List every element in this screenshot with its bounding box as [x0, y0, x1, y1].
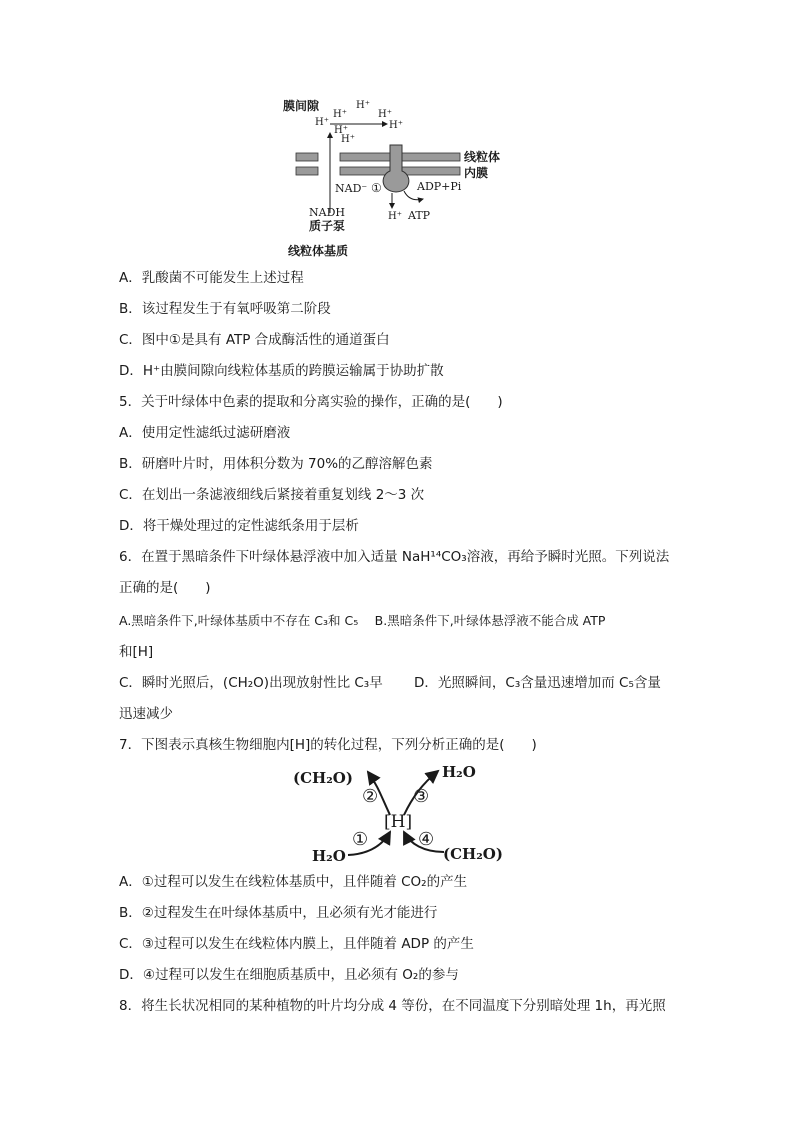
- hydrogen-conversion-figure: [290, 760, 510, 868]
- q4-option-b: B．该过程发生于有氧呼吸第二阶段: [119, 301, 331, 317]
- q6-options-ab-line1: A.黑暗条件下,叶绿体基质中不存在 C₃和 C₅ B.黑暗条件下,叶绿体悬浮液不能合成 ATP: [119, 613, 606, 628]
- proton-label: H⁺: [333, 109, 347, 120]
- proton-label: H⁺: [315, 117, 329, 128]
- q4-option-d: D．H⁺由膜间隙向线粒体基质的跨膜运输属于协助扩散: [119, 363, 444, 379]
- proton-label: H⁺: [389, 120, 403, 131]
- proton-label: H⁺: [378, 109, 392, 120]
- q4-option-a: A．乳酸菌不可能发生上述过程: [119, 270, 304, 286]
- q6-options-cd-line1: C．瞬时光照后，(CH₂O)出现放射性比 C₃早 D．光照瞬间，C₃含量迅速增加而 C₅含量: [119, 675, 661, 691]
- inner-membrane-label-2: 内膜: [464, 166, 489, 180]
- inner-membrane-label-1: 线粒体: [464, 150, 501, 164]
- q7-option-a: A．①过程可以发生在线粒体基质中，且伴随着 CO₂的产生: [119, 874, 468, 890]
- pump-label: 质子泵: [309, 219, 346, 233]
- q6-stem-line1: 6．在置于黑暗条件下叶绿体悬浮液中加入适量 NaH¹⁴CO₃溶液，再给予瞬时光照。下列说法: [119, 549, 670, 565]
- h2o-bottom-label: H₂O: [312, 847, 346, 865]
- q4-option-c: C．图中①是具有 ATP 合成酶活性的通道蛋白: [119, 332, 390, 348]
- proton-out-label: H⁺: [388, 211, 402, 222]
- q6-options-cd-line2: 迅速减少: [119, 706, 173, 722]
- q7-option-b: B．②过程发生在叶绿体基质中，且必须有光才能进行: [119, 905, 438, 921]
- adp-label: ADP+Pi: [417, 180, 462, 193]
- nadh-label: NADH: [309, 206, 345, 219]
- h2o-top-label: H₂O: [442, 763, 476, 781]
- q8-stem: 8．将生长状况相同的某种植物的叶片均分成 4 等份，在不同温度下分别暗处理 1h，再光照: [119, 998, 666, 1014]
- membrane-left-bottom: [296, 167, 318, 175]
- matrix-caption: 线粒体基质: [288, 244, 349, 258]
- q7-option-d: D．④过程可以发生在细胞质基质中，且必须有 O₂的参与: [119, 967, 459, 983]
- q5-option-d: D．将干燥处理过的定性滤纸条用于层析: [119, 518, 359, 534]
- q6-stem-line2: 正确的是( ): [119, 580, 211, 596]
- q5-stem: 5．关于叶绿体中色素的提取和分离实验的操作，正确的是( ): [119, 394, 503, 410]
- proton-label: H⁺: [356, 100, 370, 111]
- ch2o-bottom-label: (CH₂O): [443, 845, 503, 863]
- circle-4-label: ④: [418, 829, 435, 850]
- q5-option-a: A．使用定性滤纸过滤研磨液: [119, 425, 291, 441]
- h-center-label: [H]: [384, 812, 413, 832]
- ch2o-top-label: (CH₂O): [293, 769, 353, 787]
- q7-option-c: C．③过程可以发生在线粒体内膜上，且伴随着 ADP 的产生: [119, 936, 474, 952]
- q7-stem: 7．下图表示真核生物细胞内[H]的转化过程，下列分析正确的是( ): [119, 737, 537, 753]
- circle-2-label: ②: [362, 786, 379, 807]
- q6-options-ab-line2: 和[H]: [119, 644, 154, 660]
- proton-label: H⁺: [341, 134, 355, 145]
- circle-1-label: ①: [371, 181, 382, 195]
- circle-1-label: ①: [352, 829, 369, 850]
- atp-label: ATP: [408, 209, 431, 222]
- intermembrane-label: 膜间隙: [283, 99, 320, 113]
- circle-3-label: ③: [413, 786, 430, 807]
- q5-option-c: C．在划出一条滤液细线后紧接着重复划线 2～3 次: [119, 487, 425, 503]
- mitochondria-membrane-figure: [280, 95, 520, 265]
- membrane-left-top: [296, 153, 318, 161]
- proton-label: H⁺: [334, 125, 348, 136]
- nad-label: NAD⁻: [335, 182, 368, 195]
- q5-option-b: B．研磨叶片时，用体积分数为 70%的乙醇溶解色素: [119, 456, 433, 472]
